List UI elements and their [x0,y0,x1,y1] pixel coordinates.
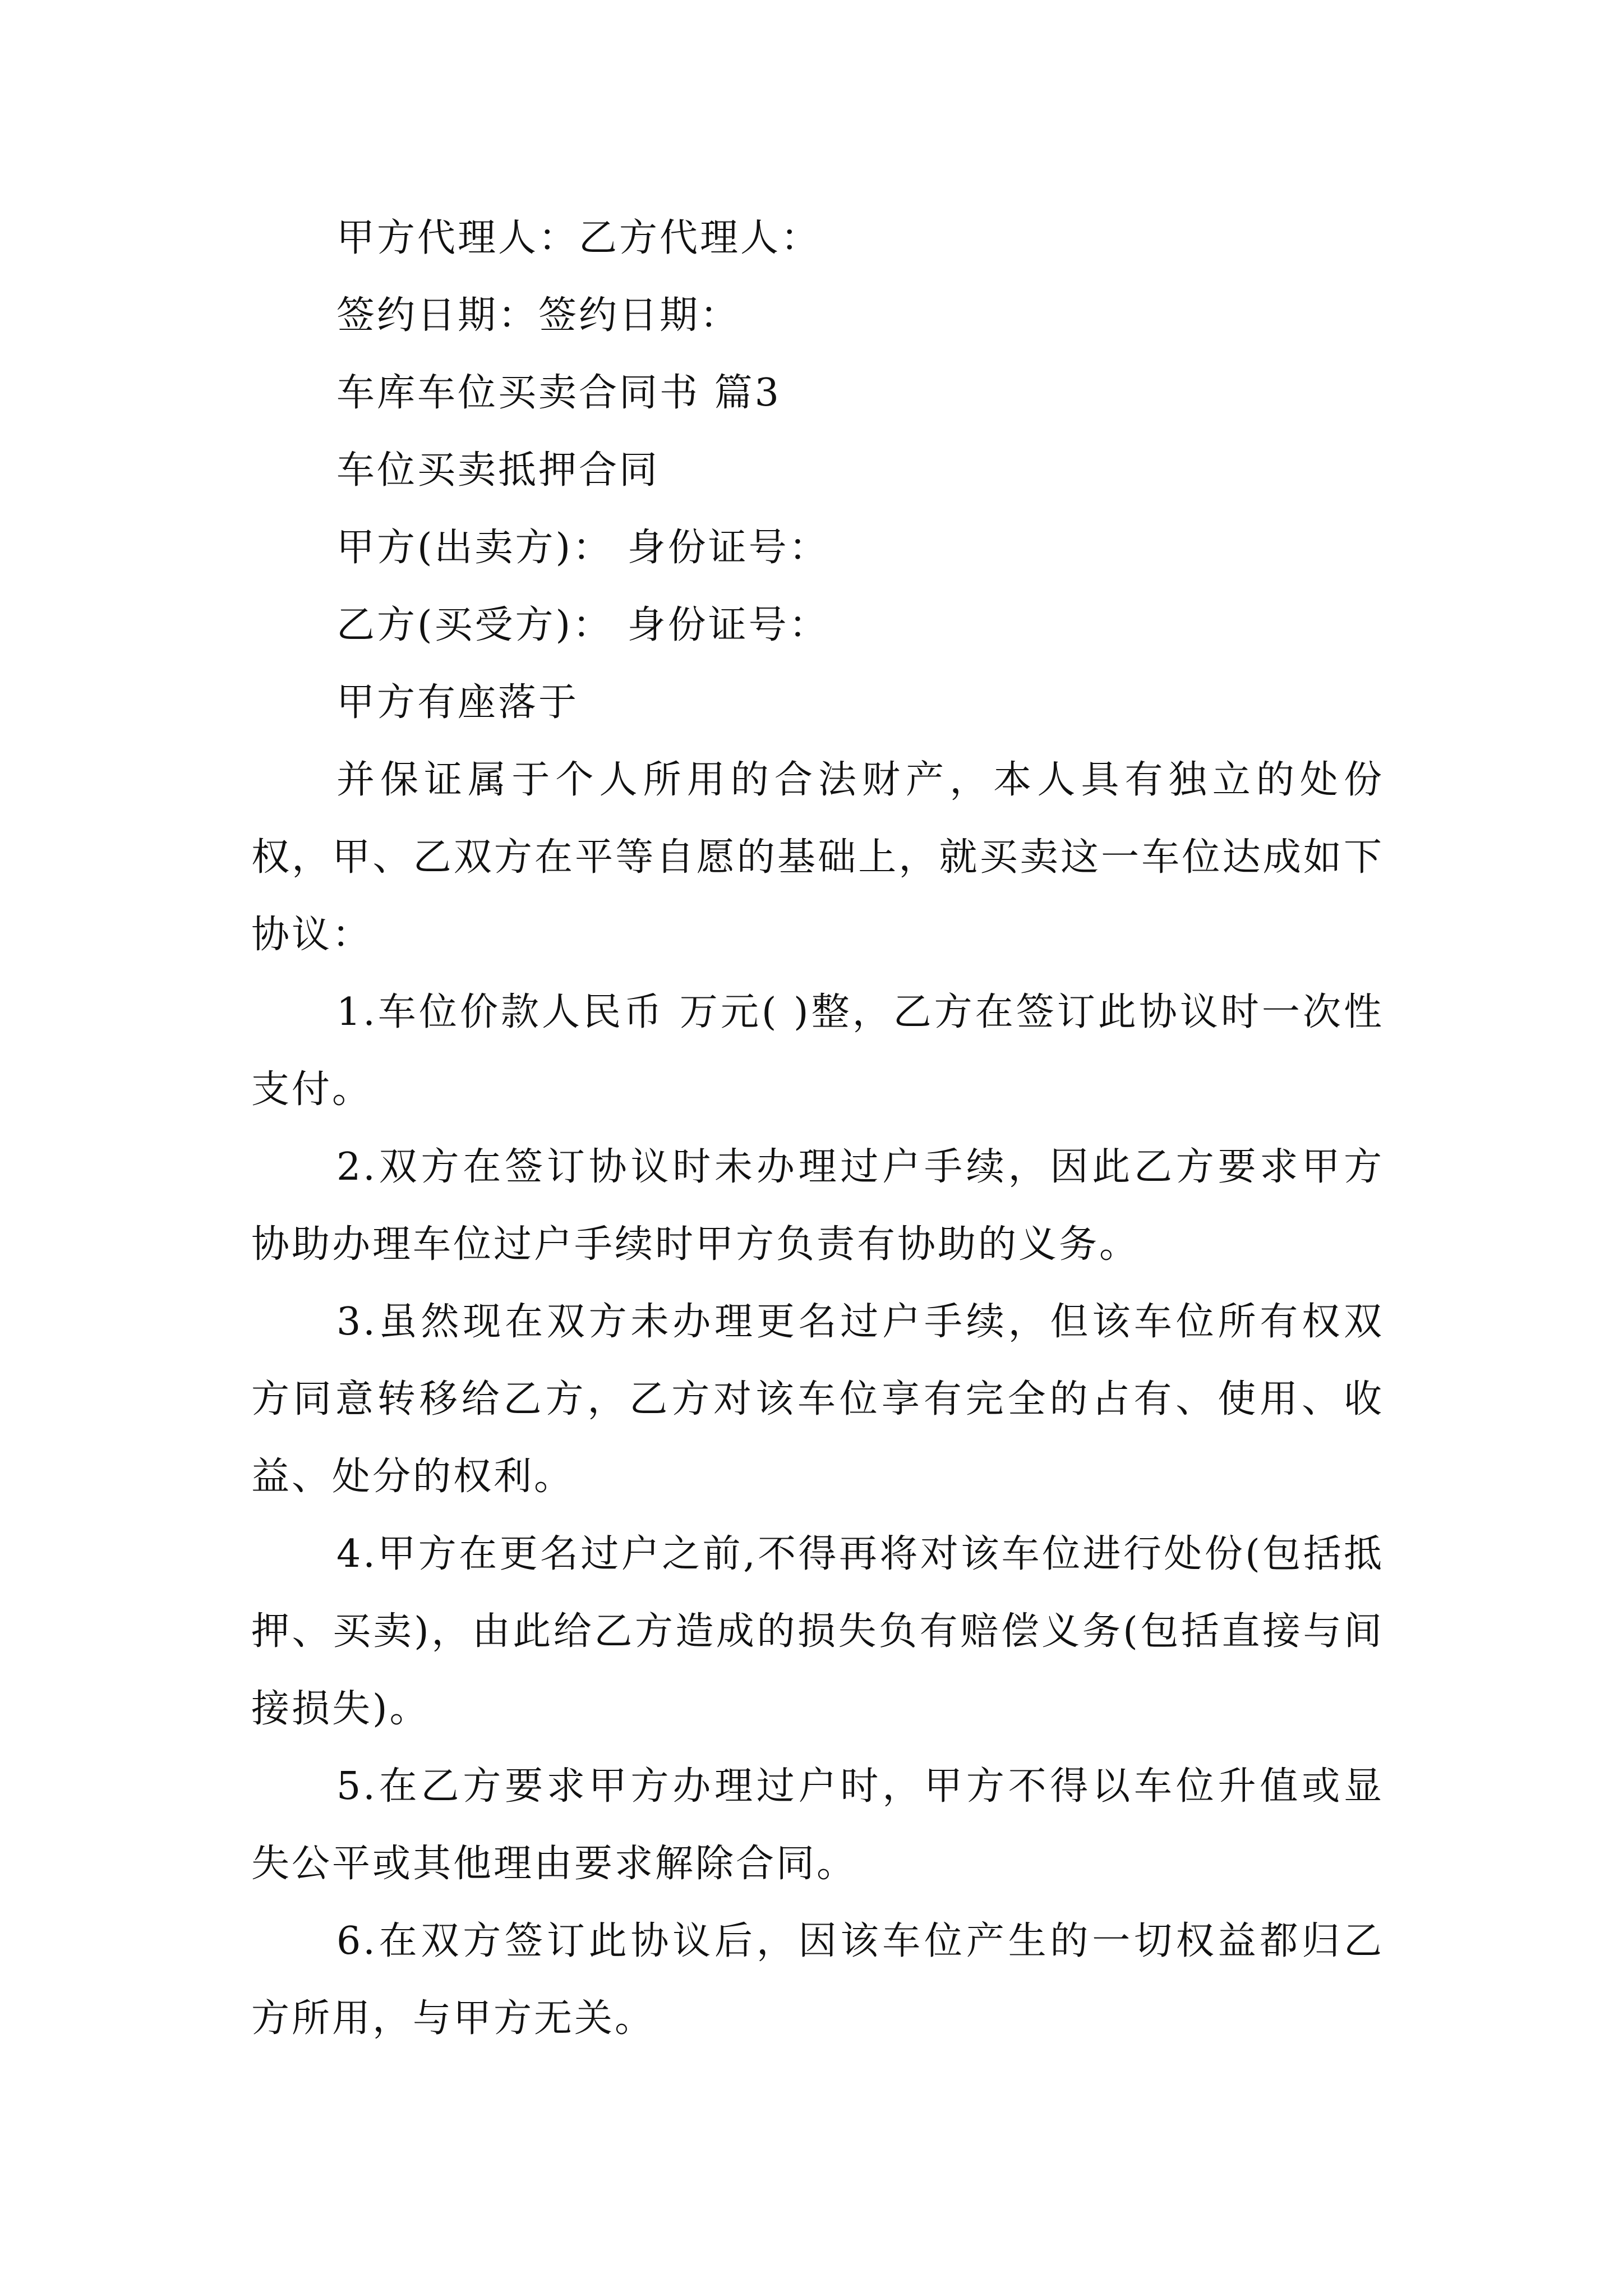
clause-3: 3.虽然现在双方未办理更名过户手续，但该车位所有权双方同意转移给乙方，乙方对该车位享有完全的占有、使用、收益、处分的权利。 [251,1300,1384,1499]
clause-1: 1.车位价款人民币 万元( )整，乙方在签订此协议时一次性支付。 [251,990,1384,1112]
intro-paragraph: 并保证属于个人所用的合法财产，本人具有独立的处份权，甲、乙双方在平等自愿的基础上，就买卖这一车位达成如下协议： [251,758,1384,957]
contract-title: 车位买卖抵押合同 [336,448,660,493]
party-b-line: 乙方(买受方)： 身份证号： [336,603,829,647]
section-heading: 车库车位买卖合同书 篇3 [336,371,781,415]
clause-2: 2.双方在签订协议时未办理过户手续，因此乙方要求甲方协助办理车位过户手续时甲方负责有协助的义务。 [251,1145,1384,1267]
clause-4: 4.甲方在更名过户之前,不得再将对该车位进行处份(包括抵押、买卖)，由此给乙方造成的损失负有赔偿义务(包括直接与间接损失)。 [251,1532,1384,1731]
document-body [251,200,1384,2058]
property-location-line: 甲方有座落于 [336,680,579,725]
clause-6: 6.在双方签订此协议后，因该车位产生的一切权益都归乙方所用，与甲方无关。 [251,1919,1384,2041]
signing-date-line: 签约日期：签约日期： [336,293,741,338]
party-a-line: 甲方(出卖方)： 身份证号： [336,526,829,570]
clause-5: 5.在乙方要求甲方办理过户时，甲方不得以车位升值或显失公平或其他理由要求解除合同。 [251,1764,1384,1886]
agent-line: 甲方代理人：乙方代理人： [336,216,822,260]
